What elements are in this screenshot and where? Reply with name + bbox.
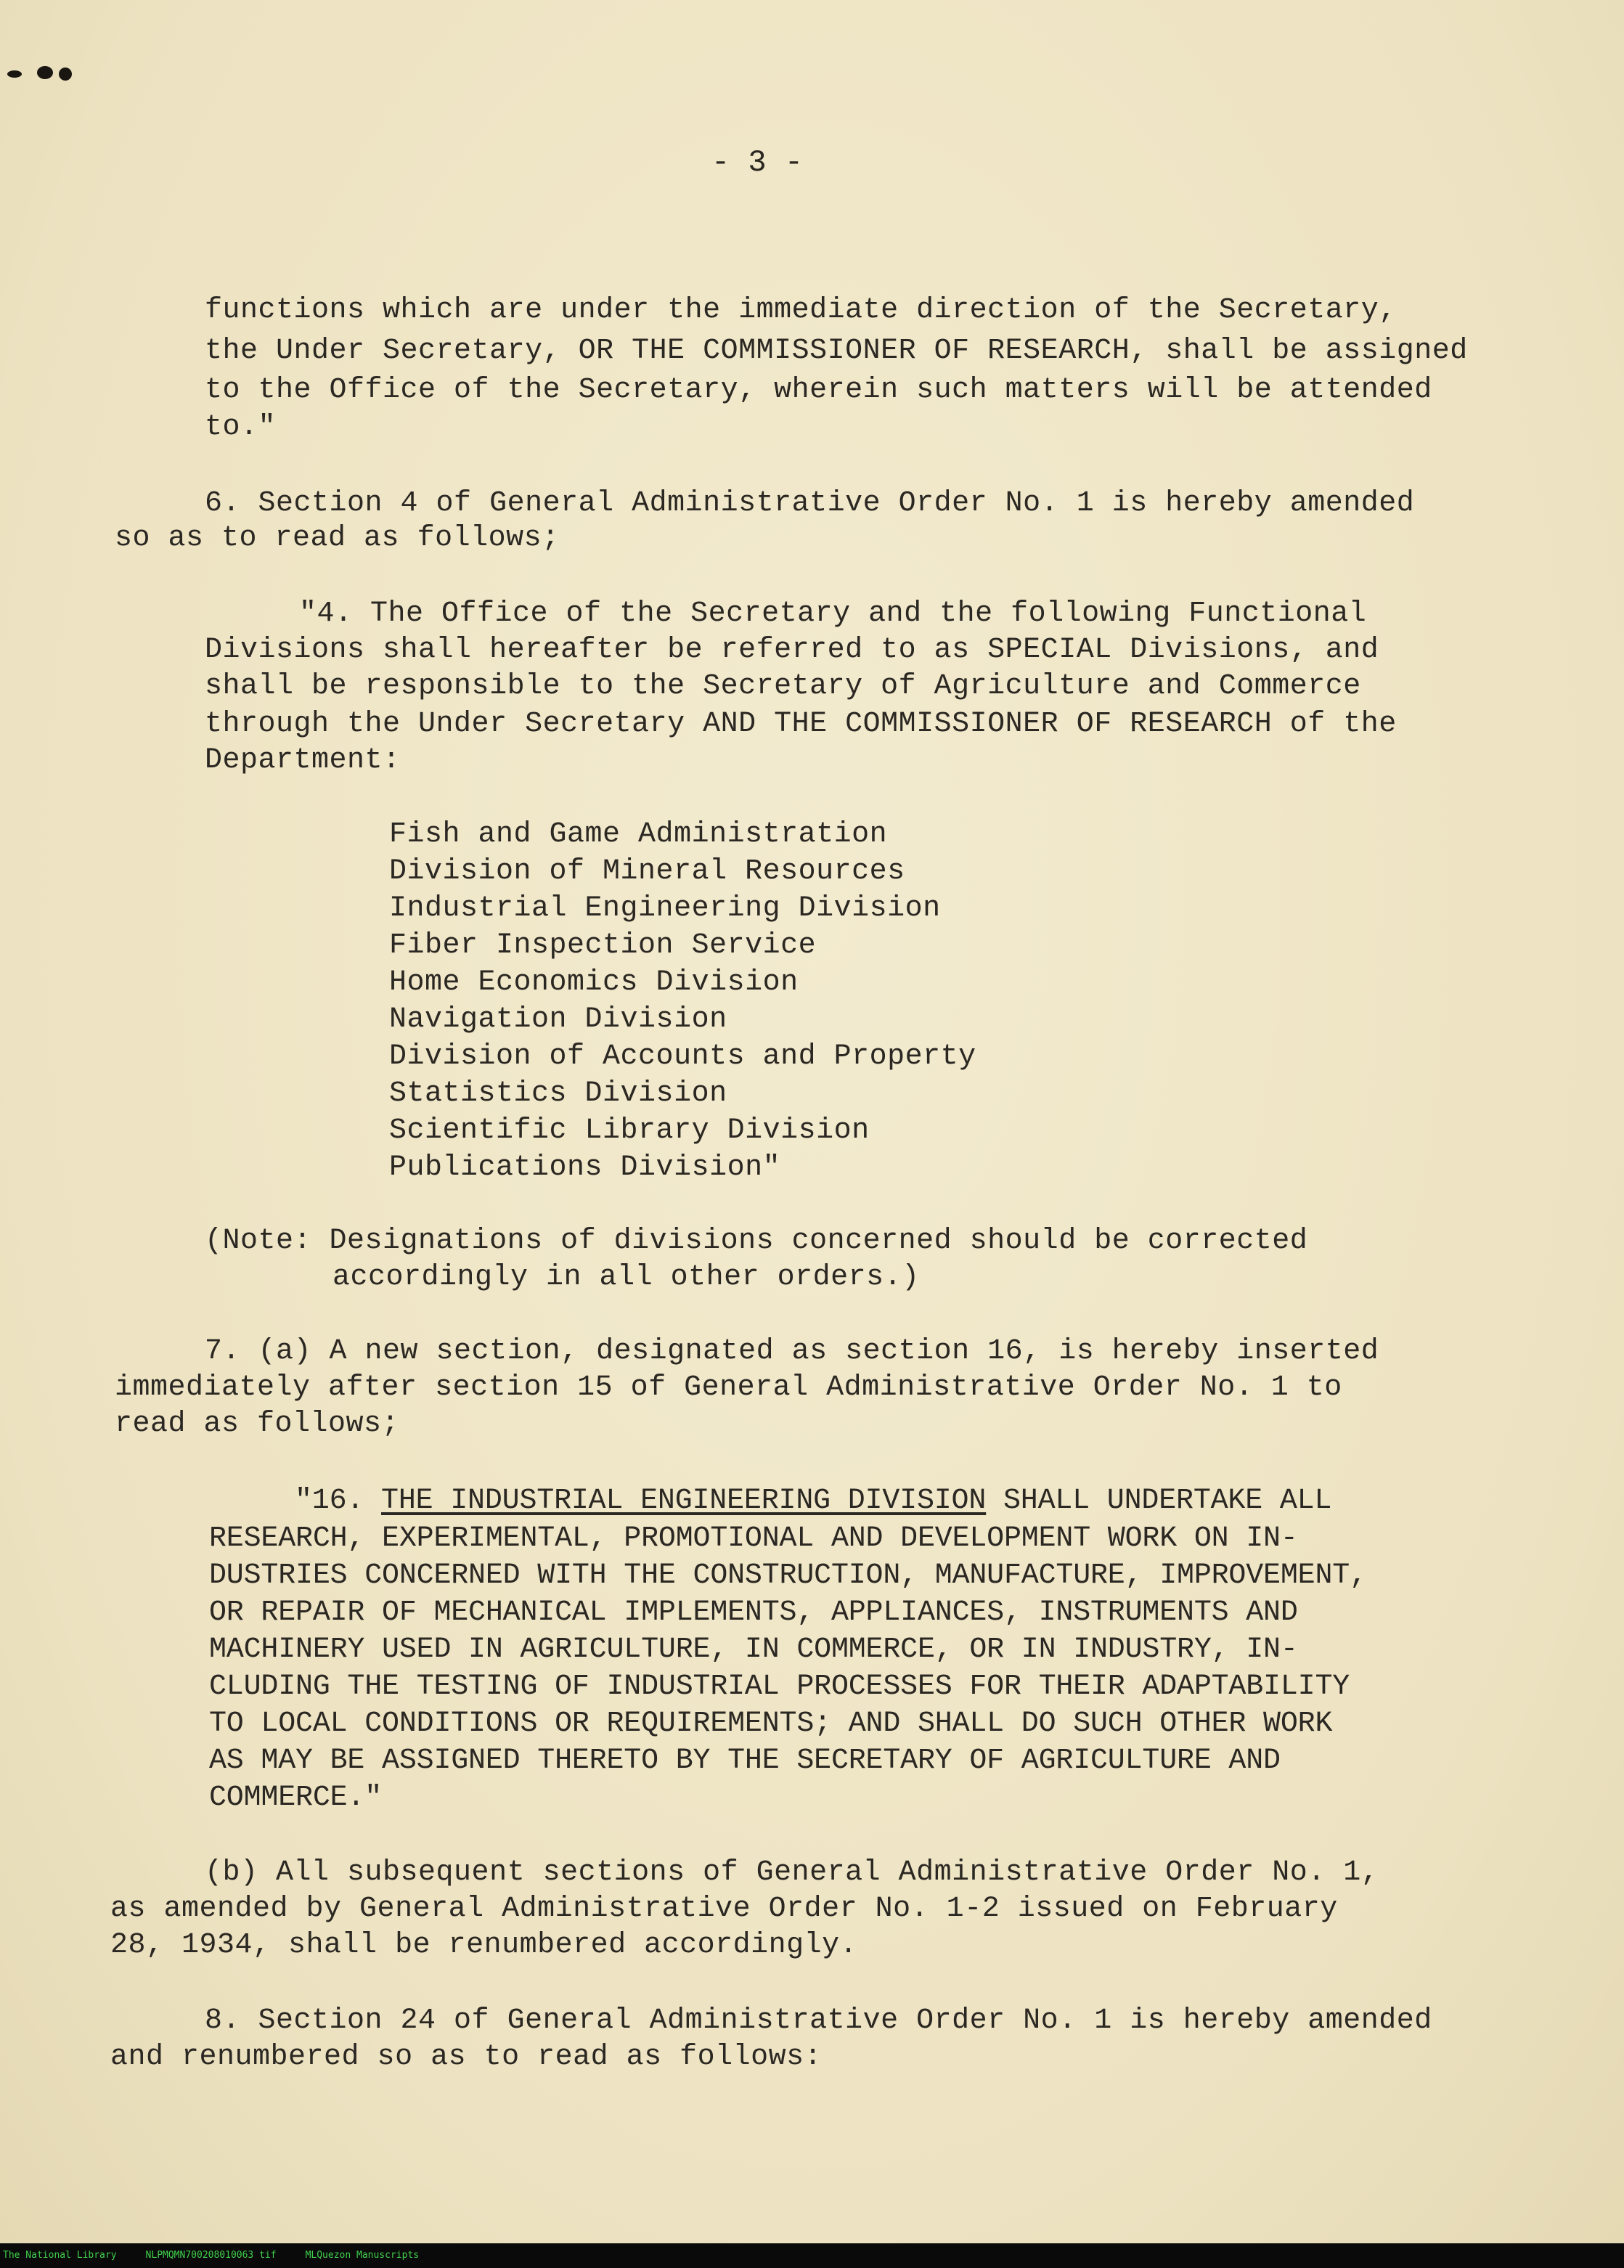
section-16-line: DUSTRIES CONCERNED WITH THE CONSTRUCTION, MANUFACTURE, IMPROVEMENT,	[209, 1559, 1367, 1592]
division-list-item: Home Economics Division	[389, 966, 799, 999]
quoted-section-4-line: Department:	[205, 744, 401, 777]
quoted-section-4-line: "4. The Office of the Secretary and the following Functional	[299, 597, 1367, 630]
note-line: (Note: Designations of divisions concerned should be corrected	[205, 1225, 1308, 1257]
division-list-item: Statistics Division	[389, 1077, 727, 1110]
section-16-line: CLUDING THE TESTING OF INDUSTRIAL PROCESSES FOR THEIR ADAPTABILITY	[209, 1671, 1350, 1703]
section-16-line: COMMERCE."	[209, 1782, 383, 1814]
text-line: the Under Secretary, OR THE COMMISSIONER OF RESEARCH, shall be assigned	[205, 335, 1468, 367]
section-7a-line: read as follows;	[115, 1408, 400, 1440]
division-list-item: Fiber Inspection Service	[389, 929, 817, 962]
section-16-line: AS MAY BE ASSIGNED THERETO BY THE SECRETARY OF AGRICULTURE AND	[209, 1745, 1281, 1777]
division-list-item: Fish and Game Administration	[389, 818, 888, 851]
binder-hole-marks	[0, 58, 80, 87]
section-6-line: so as to read as follows;	[115, 522, 560, 555]
section-16-line: RESEARCH, EXPERIMENTAL, PROMOTIONAL AND DEVELOPMENT WORK ON IN-	[209, 1522, 1298, 1555]
section-8-line: and renumbered so as to read as follows:	[110, 2041, 823, 2073]
page-number: - 3 -	[711, 145, 804, 180]
quoted-section-4-line: through the Under Secretary AND THE COMMISSIONER OF RESEARCH of the	[205, 708, 1397, 741]
underlined-division-name: THE INDUSTRIAL ENGINEERING DIVISION	[381, 1485, 987, 1517]
text-line: functions which are under the immediate direction of the Secretary,	[205, 294, 1397, 327]
quoted-section-4-line: Divisions shall hereafter be referred to as SPECIAL Divisions, and	[205, 634, 1379, 666]
section-7b-line: as amended by General Administrative Order No. 1-2 issued on February	[110, 1893, 1338, 1925]
footer-library: The National Library	[3, 2250, 117, 2261]
section-16-line: OR REPAIR OF MECHANICAL IMPLEMENTS, APPLIANCES, INSTRUMENTS AND	[209, 1596, 1298, 1629]
division-list-item: Division of Mineral Resources	[389, 855, 905, 888]
section-7a-line: immediately after section 15 of General Administrative Order No. 1 to	[115, 1371, 1342, 1404]
division-list-item: Publications Division"	[389, 1151, 781, 1184]
section-16-line: TO LOCAL CONDITIONS OR REQUIREMENTS; AND SHALL DO SUCH OTHER WORK	[209, 1708, 1333, 1740]
footer-file: NLPMQMN700208010063 tif	[145, 2250, 277, 2261]
section-7b-line: 28, 1934, shall be renumbered accordingly.	[110, 1929, 858, 1962]
division-list-item: Industrial Engineering Division	[389, 892, 941, 925]
division-list-item: Navigation Division	[389, 1003, 727, 1036]
section-16-prefix: "16.	[295, 1485, 382, 1517]
section-8-line: 8. Section 24 of General Administrative Order No. 1 is hereby amended	[205, 2004, 1432, 2037]
text-line: to."	[205, 411, 277, 444]
note-line: accordingly in all other orders.)	[332, 1261, 920, 1294]
division-list-item: Scientific Library Division	[389, 1114, 870, 1147]
section-16-line: MACHINERY USED IN AGRICULTURE, IN COMMERCE, OR IN INDUSTRY, IN-	[209, 1633, 1298, 1666]
section-7b-line: (b) All subsequent sections of General Administrative Order No. 1,	[205, 1856, 1379, 1889]
scan-footer-bar	[0, 2243, 1624, 2268]
section-7a-line: 7. (a) A new section, designated as section 16, is hereby inserted	[205, 1335, 1379, 1368]
text-line: to the Office of the Secretary, wherein such matters will be attended	[205, 374, 1432, 407]
section-6-line: 6. Section 4 of General Administrative Order No. 1 is hereby amended	[205, 487, 1415, 520]
section-16-first-line	[295, 1482, 1331, 1520]
section-16-first-rest: SHALL UNDERTAKE ALL	[986, 1485, 1332, 1517]
footer-collection: MLQuezon Manuscripts	[305, 2250, 420, 2261]
division-list-item: Division of Accounts and Property	[389, 1040, 976, 1073]
quoted-section-4-line: shall be responsible to the Secretary of Agriculture and Commerce	[205, 670, 1361, 703]
